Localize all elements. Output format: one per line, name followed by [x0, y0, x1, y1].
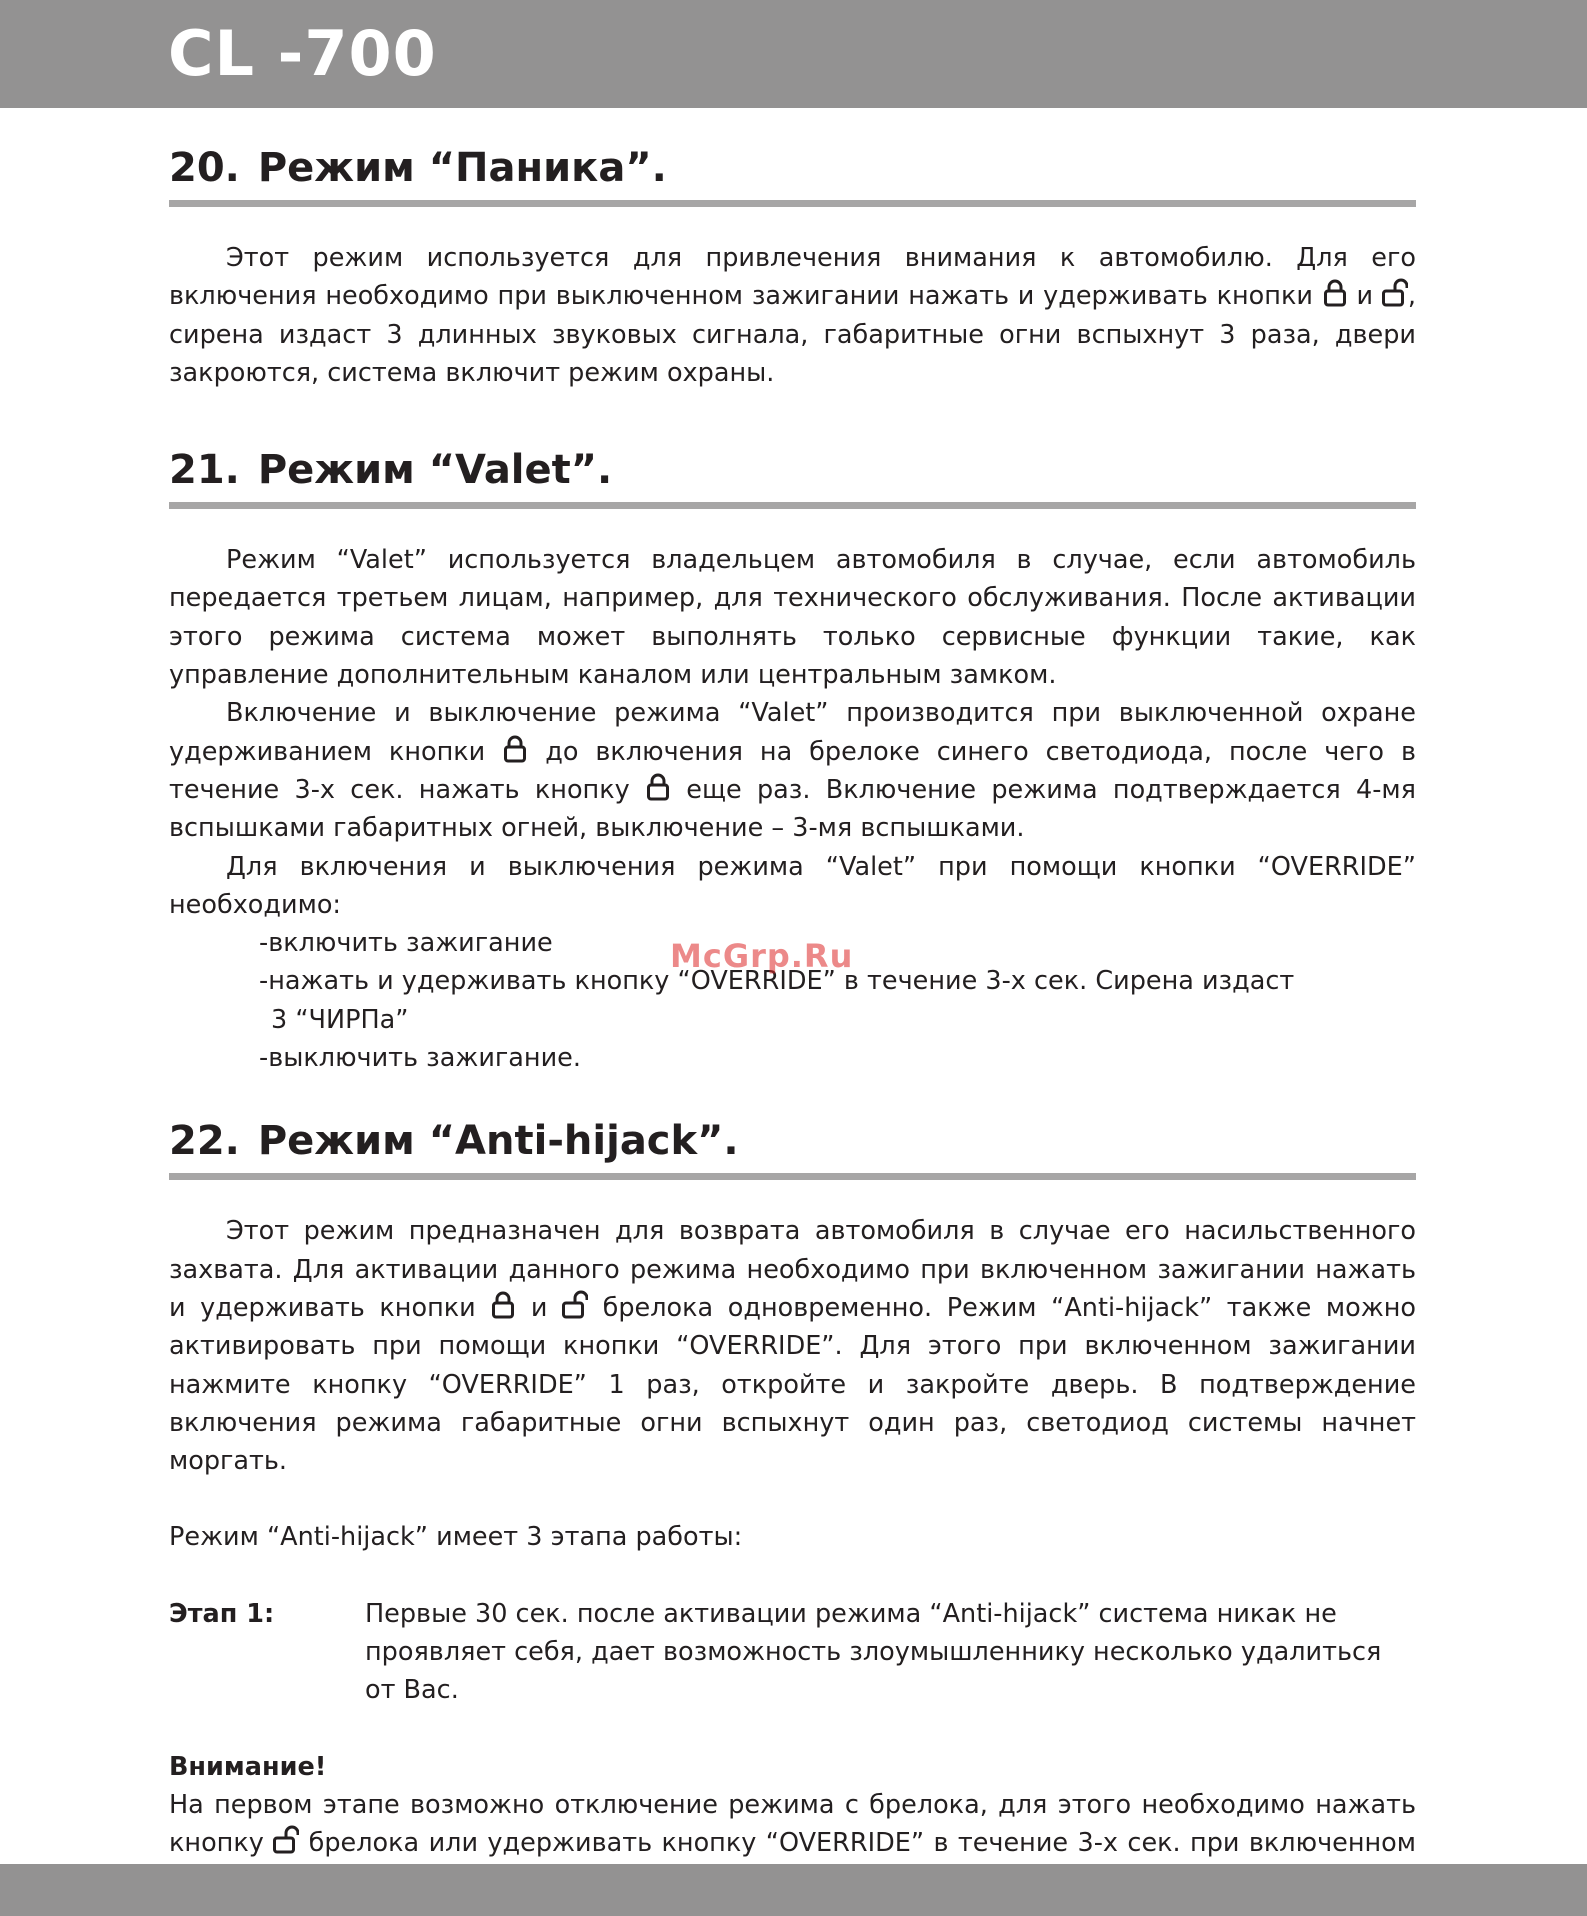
- stage-1: [169, 1595, 1416, 1710]
- stage-text: Первые 30 сек. после активации режима “Anti-hijack” система никак не проявляет себя, дает возможность злоумышленнику несколько удалиться от Вас.: [365, 1598, 1382, 1706]
- header-bar: [0, 0, 1587, 108]
- section-20-heading: [169, 140, 1416, 207]
- text-run: Включение и выключение режима “Valet” производится при выключенной охране удерживанием кнопки: [169, 698, 1416, 767]
- list-item: -выключить зажигание.: [259, 1043, 581, 1074]
- lock-icon: [502, 734, 528, 764]
- attention-title: Внимание!: [169, 1751, 327, 1782]
- unlock-icon: [1382, 278, 1408, 308]
- section-title: Режим “Anti-hijack”.: [257, 1118, 739, 1165]
- text-run: Этот режим используется для привлечения внимания к автомобилю. Для его включения необходимо при выключенном зажигании нажать и удерживать кнопки: [169, 243, 1416, 312]
- text-run: На первом этапе возможно отключение режима с брелока, для этого необходимо нажать кнопку: [169, 1789, 1416, 1859]
- text-run: , сирена издаст 3 длинных звуковых сигнала, габаритные огни вспыхнут 3 раза, двери закроются, система включит режим охраны.: [169, 281, 1416, 388]
- section-21-paragraph-3: Для включения и выключения режима “Valet” при помощи кнопки “OVERRIDE” необходимо:: [169, 851, 1416, 920]
- unlock-icon: [273, 1825, 299, 1855]
- text-run: до включения на брелоке синего светодиода, после чего в течение 3-х сек. нажать кнопку: [169, 736, 1416, 805]
- page-content: [169, 140, 1416, 1901]
- section-number: 22.: [169, 1118, 240, 1165]
- section-title: Режим “Valet”.: [257, 447, 613, 494]
- text-run: и: [516, 1292, 563, 1323]
- unlock-icon: [562, 1290, 588, 1320]
- section-21-heading: [169, 442, 1416, 509]
- section-number: 20.: [169, 145, 240, 191]
- text-run: и: [1347, 281, 1382, 312]
- stages-intro: Режим “Anti-hijack” имеет 3 этапа работы:: [169, 1522, 743, 1553]
- text-run: еще раз. Включение режима подтверждается 4-мя вспышками габаритных огней, выключение – 3-мя вспышками.: [169, 774, 1416, 844]
- section-22-paragraph: [169, 1212, 1416, 1480]
- section-21-paragraph-1: Режим “Valet” используется владельцем автомобиля в случае, если автомобиль передается третьем лицам, например, для технического обслуживания. После активации этого режима система может выполнять только сервисные функции такие, как управление дополнительным каналом или центральным замком.: [169, 545, 1416, 691]
- section-22-heading: [169, 1113, 1416, 1180]
- lock-icon: [645, 772, 671, 802]
- lock-icon: [1322, 278, 1348, 308]
- section-title: Режим “Паника”.: [257, 145, 667, 191]
- stage-label: Этап 1:: [169, 1598, 275, 1629]
- section-20-paragraph: [169, 239, 1416, 392]
- text-run: Этот режим предназначен для возврата автомобиля в случае его насильственного захвата. Для активации данного режима необходимо при включенном зажигании нажать и удерживать кнопки: [169, 1216, 1416, 1323]
- text-run: брелока одновременно. Режим “Anti-hijack” также можно активировать при помощи кнопки “OVERRIDE”. Для этого при включенном зажигании нажмите кнопку “OVERRIDE” 1 раз, откройте и закройте дверь. В подтверждение включения режима габаритные огни вспыхнут один раз, светодиод системы начнет моргать.: [169, 1292, 1416, 1477]
- text-run: брелока или удерживать кнопку “OVERRIDE” в течение 3-х сек. при включенном: [308, 1828, 1417, 1859]
- model-title: CL -700: [168, 17, 437, 90]
- section-number: 21.: [169, 447, 240, 494]
- section-21-paragraph-2: [169, 694, 1416, 847]
- footer-bar: [0, 1864, 1587, 1916]
- text-run: -нажать и удерживать кнопку “OVERRIDE” в течение 3-х сек. Сирена издаст: [259, 966, 1295, 997]
- text-run: 3 “ЧИРПа”: [271, 1004, 409, 1035]
- list-item: -включить зажигание: [259, 928, 553, 959]
- lock-icon: [490, 1290, 516, 1320]
- watermark: McGrp.Ru: [670, 937, 854, 975]
